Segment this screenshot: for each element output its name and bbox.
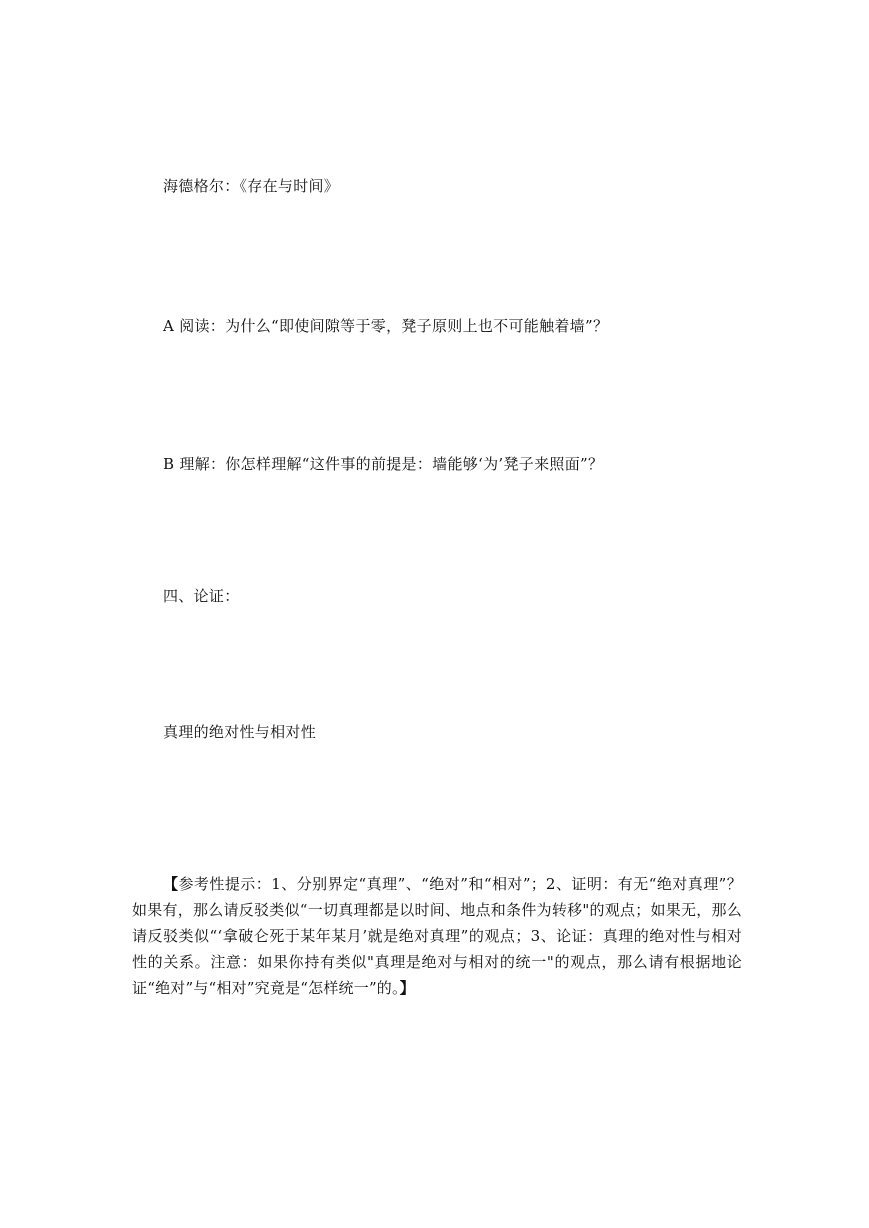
open-bracket: 【 — [163, 875, 179, 893]
reference-hint-paragraph — [132, 871, 742, 1001]
question-b-understanding: B 理解：你怎样理解“这件事的前提是：墙能够‘为’凳子来照面”？ — [163, 455, 604, 473]
argument-topic: 真理的绝对性与相对性 — [163, 723, 317, 741]
heidegger-reference: 海德格尔：《存在与时间》 — [163, 177, 340, 195]
reference-hint-text: 参考性提示：1、分别界定“真理”、“绝对”和“相对”；2、证明：有无“绝对真理”？如果有，那么请反驳类似“一切真理都是以时间、地点和条件为转移"的观点；如果无，那么请反驳类似“‘拿破仑死于某年某月’就是绝对真理”的观点；3、论证：真理的绝对性与相对性的关系。注意：如果你持有类似"真理是绝对与相对的统一"的观点，那么请有根据地论证“绝对”与“相对”究竟是“怎样统一”的。 — [132, 875, 743, 997]
section-four-heading: 四、论证： — [163, 587, 240, 605]
question-a-reading: A 阅读：为什么“即使间隙等于零，凳子原则上也不可能触着墙”？ — [163, 317, 609, 335]
close-bracket: 】 — [399, 979, 415, 997]
